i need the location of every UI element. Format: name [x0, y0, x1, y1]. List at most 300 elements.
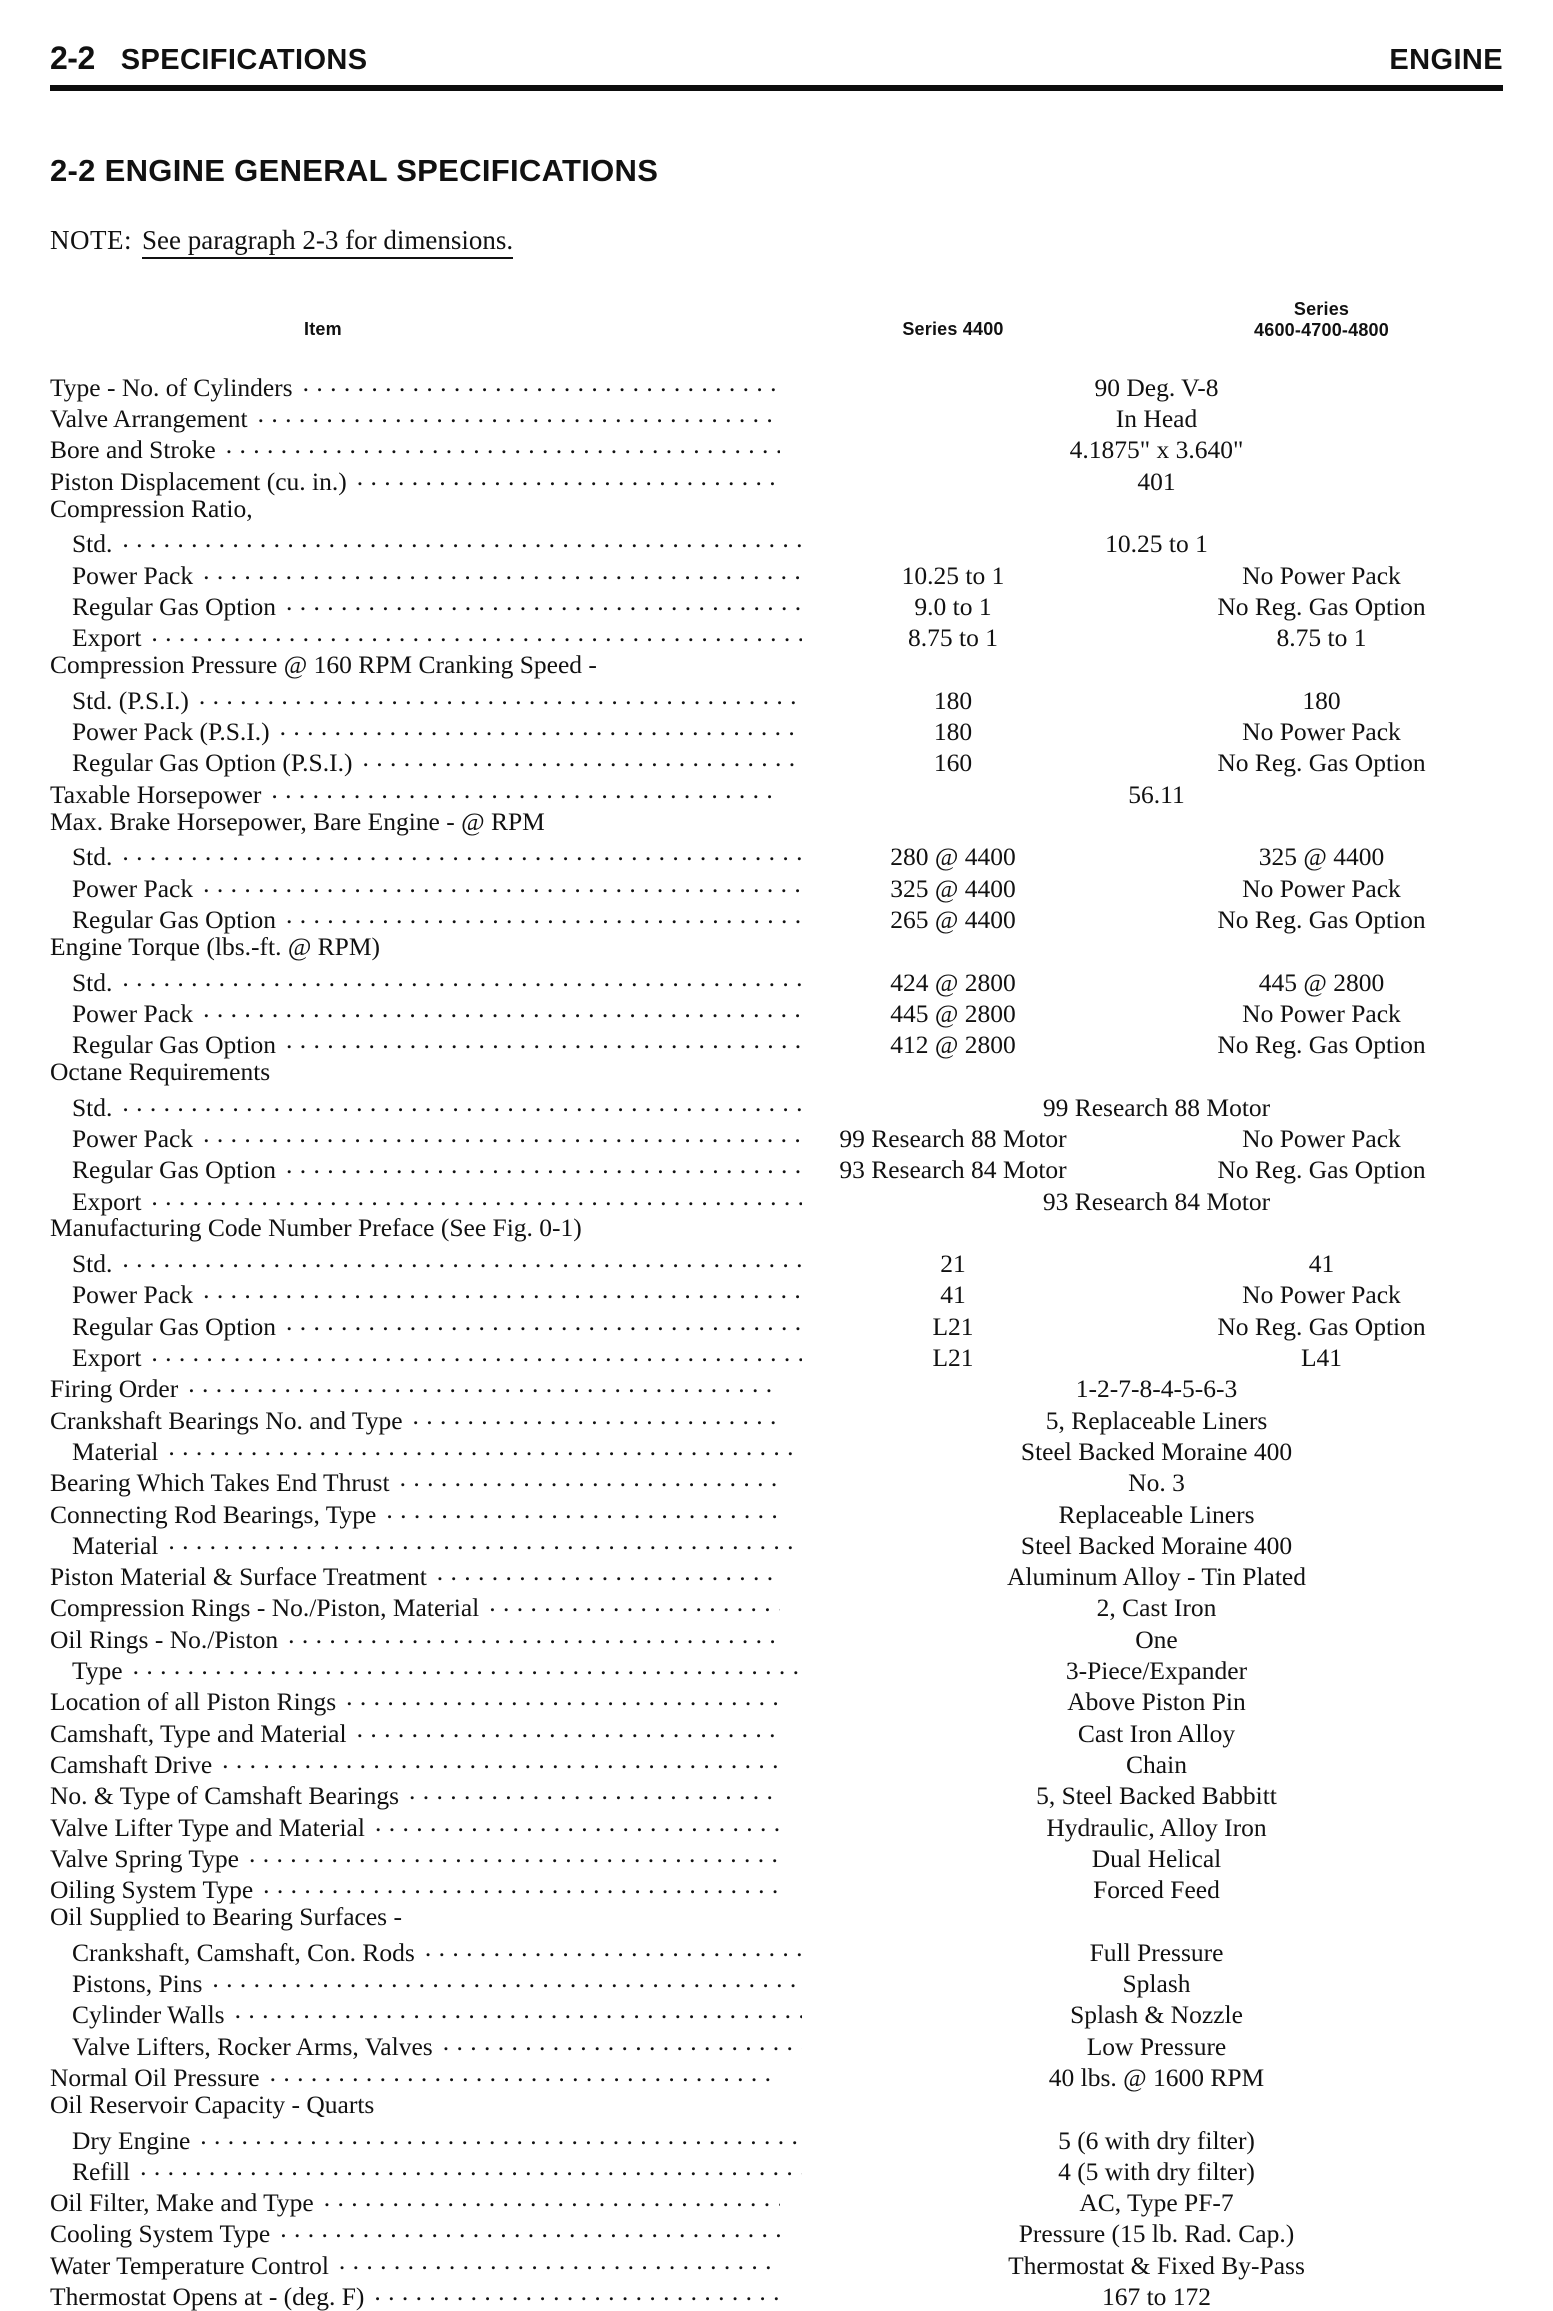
spec-item	[50, 902, 810, 932]
table-row	[28, 777, 1525, 808]
column-header-series-4400: Series 4400	[902, 319, 1004, 340]
spec-item-cell	[28, 2248, 788, 2279]
table-row	[28, 840, 1525, 871]
dot-leader	[151, 621, 802, 647]
dot-leader	[122, 840, 802, 866]
spec-item	[50, 1810, 788, 1840]
spec-item	[50, 1122, 810, 1152]
dot-leader	[168, 1528, 802, 1554]
value-both-series: Full Pressure	[1089, 1937, 1224, 1967]
spec-item-cell	[28, 2217, 788, 2248]
spec-item-label: Camshaft, Type and Material	[50, 1718, 347, 1748]
table-row	[28, 370, 1525, 401]
table-row	[28, 2029, 1525, 2060]
spec-item-cell	[28, 1967, 788, 1998]
value-both-series: 5, Steel Backed Babbitt	[1036, 1781, 1277, 1811]
value-both-series: 401	[1137, 466, 1176, 496]
spec-item-label: Power Pack	[72, 1280, 194, 1310]
spec-item-label: Power Pack	[72, 560, 194, 590]
value-both-series: Above Piston Pin	[1067, 1687, 1246, 1717]
spec-item-cell	[28, 589, 788, 620]
value-series-4600-4700-4800: 180	[1302, 685, 1341, 715]
spec-item	[50, 1341, 810, 1371]
value-series-4600-4700-4800: 41	[1308, 1249, 1335, 1279]
dot-leader	[151, 1184, 802, 1210]
table-row	[28, 1685, 1525, 1716]
value-both-series	[788, 2092, 1525, 2123]
spec-item-label: Material	[72, 1530, 159, 1560]
spec-item	[50, 1028, 810, 1058]
spec-item-cell	[28, 433, 788, 464]
dot-leader	[203, 996, 802, 1022]
spec-item	[50, 1998, 810, 2028]
table-row	[28, 1434, 1525, 1465]
dot-leader	[258, 402, 780, 428]
table-row	[28, 1309, 1525, 1340]
spec-item-label: Export	[72, 623, 142, 653]
spec-item-label: Std. (P.S.I.)	[72, 685, 189, 715]
spec-item	[50, 1056, 788, 1086]
value-both-series: Replaceable Liners	[1058, 1499, 1255, 1529]
spec-item-cell	[28, 621, 788, 652]
table-row	[28, 1341, 1525, 1372]
spec-item-label: Export	[72, 1343, 142, 1373]
table-row	[28, 1528, 1525, 1559]
dot-leader	[286, 589, 802, 615]
spec-item-cell	[28, 527, 788, 558]
value-both-series: Chain	[1126, 1749, 1187, 1779]
table-row	[28, 934, 1525, 965]
spec-item-cell	[28, 1873, 788, 1904]
value-series-4400: 41	[940, 1280, 966, 1310]
spec-item-label: Piston Material & Surface Treatment	[50, 1562, 427, 1592]
value-both-series: Steel Backed Moraine 400	[1020, 1436, 1293, 1466]
value-series-4400: L21	[932, 1311, 974, 1341]
value-both-series: 5 (6 with dry filter)	[1058, 2125, 1255, 2155]
spec-item-label: Std.	[72, 1249, 113, 1279]
dot-leader	[357, 464, 780, 490]
spec-item-label: Regular Gas Option	[72, 904, 276, 934]
spec-item-cell	[28, 1591, 788, 1622]
dot-leader	[203, 1122, 802, 1148]
table-row	[28, 496, 1525, 527]
value-both-series: 40 lbs. @ 1600 RPM	[1048, 2062, 1265, 2092]
spec-item-label: Bore and Stroke	[50, 435, 216, 465]
table-row	[28, 402, 1525, 433]
dot-leader	[425, 1935, 802, 1961]
dot-leader	[133, 1654, 802, 1680]
dot-leader	[437, 1560, 780, 1586]
spec-item-label: Power Pack (P.S.I.)	[72, 717, 270, 747]
spec-item-label: Taxable Horsepower	[50, 779, 262, 809]
spec-item-cell	[28, 558, 788, 589]
value-both-series: Aluminum Alloy - Tin Plated	[1007, 1562, 1306, 1592]
spec-item	[50, 965, 810, 995]
dot-leader	[339, 2248, 780, 2274]
spec-item-cell	[28, 1341, 788, 1372]
dot-leader	[489, 1591, 780, 1617]
spec-item-cell	[28, 1841, 788, 1872]
dot-leader	[362, 746, 802, 772]
spec-item-label: Normal Oil Pressure	[50, 2062, 260, 2092]
spec-item-label: Cooling System Type	[50, 2219, 271, 2249]
dot-leader	[226, 433, 780, 459]
dot-leader	[409, 1779, 780, 1805]
dot-leader	[199, 683, 802, 709]
table-row	[28, 809, 1525, 840]
dot-leader	[280, 715, 802, 741]
dot-leader	[374, 2279, 780, 2305]
table-row	[28, 1466, 1525, 1497]
table-row	[28, 1935, 1525, 1966]
dot-leader	[286, 1309, 802, 1335]
table-row	[28, 1278, 1525, 1309]
value-series-4600-4700-4800: No Reg. Gas Option	[1217, 1155, 1426, 1185]
value-series-4600-4700-4800: No Power Pack	[1242, 1280, 1401, 1310]
column-header-item: Item	[304, 319, 342, 340]
spec-item	[50, 1967, 810, 1997]
spec-item	[50, 715, 810, 745]
spec-item-label: Material	[72, 1436, 159, 1466]
spec-item-label: Power Pack	[72, 873, 194, 903]
dot-leader	[235, 1998, 802, 2024]
spec-item-cell	[28, 683, 788, 714]
table-row	[28, 652, 1525, 683]
value-both-series: Hydraulic, Alloy Iron	[1046, 1812, 1267, 1842]
table-row	[28, 1497, 1525, 1528]
dot-leader	[212, 1967, 802, 1993]
spec-item-cell	[28, 1779, 788, 1810]
value-both-series: Thermostat & Fixed By-Pass	[1008, 2250, 1305, 2280]
value-series-4600-4700-4800: No Power Pack	[1242, 873, 1401, 903]
spec-item-label: Engine Torque (lbs.-ft. @ RPM)	[50, 931, 381, 961]
table-row	[28, 464, 1525, 495]
value-both-series: 90 Deg. V-8	[1094, 372, 1219, 402]
spec-item	[50, 1747, 788, 1777]
dot-leader	[151, 1341, 802, 1367]
table-row	[28, 2123, 1525, 2154]
dot-leader	[413, 1403, 780, 1429]
table-body	[28, 370, 1525, 2310]
dot-leader	[122, 527, 802, 553]
spec-item-label: No. & Type of Camshaft Bearings	[50, 1781, 400, 1811]
spec-item	[50, 2089, 788, 2119]
system-title: ENGINE	[1389, 44, 1503, 76]
spec-item-label: Location of all Piston Rings	[50, 1687, 337, 1717]
dot-leader	[288, 1622, 780, 1648]
spec-item-label: Pistons, Pins	[72, 1969, 203, 1999]
spec-item-label: Regular Gas Option	[72, 1311, 276, 1341]
table-row	[28, 1028, 1525, 1059]
spec-item-label: Camshaft Drive	[50, 1749, 213, 1779]
value-both-series: Pressure (15 lb. Rad. Cap.)	[1018, 2219, 1295, 2249]
spec-item-label: Regular Gas Option	[72, 1155, 276, 1185]
value-series-4400: 424 @ 2800	[890, 967, 1016, 997]
chapter-title: SPECIFICATIONS	[120, 44, 368, 76]
spec-item-cell	[28, 746, 788, 777]
spec-item	[50, 1716, 788, 1746]
dot-leader	[286, 1153, 802, 1179]
value-both-series: 3-Piece/Expander	[1065, 1656, 1248, 1686]
dot-leader	[286, 902, 802, 928]
dot-leader	[222, 1747, 780, 1773]
dot-leader	[324, 2186, 780, 2212]
spec-item	[50, 1654, 810, 1684]
table-row	[28, 2060, 1525, 2091]
spec-item-label: Thermostat Opens at - (deg. F)	[50, 2281, 365, 2311]
dot-leader	[122, 1090, 802, 1116]
spec-item	[50, 2186, 788, 2216]
spec-item	[50, 402, 788, 432]
spec-item-cell	[28, 931, 788, 965]
spec-item	[50, 652, 788, 678]
spec-item-label: Regular Gas Option (P.S.I.)	[72, 748, 353, 778]
spec-item	[50, 1434, 810, 1464]
table-row	[28, 1998, 1525, 2029]
spec-item-label: Water Temperature Control	[50, 2250, 329, 2280]
table-row	[28, 621, 1525, 652]
spec-item-label: Valve Spring Type	[50, 1843, 239, 1873]
spec-item-label: Valve Lifter Type and Material	[50, 1812, 365, 1842]
spec-item-cell	[28, 1309, 788, 1340]
spec-item	[50, 1403, 788, 1433]
table-row	[28, 2154, 1525, 2185]
spec-item	[50, 558, 810, 588]
table-row	[28, 746, 1525, 777]
spec-item-cell	[28, 1998, 788, 2029]
value-series-4400: 21	[940, 1249, 966, 1279]
spec-item-cell	[28, 493, 788, 527]
dot-leader	[286, 1028, 802, 1054]
spec-item-cell	[28, 1056, 788, 1090]
value-series-4600-4700-4800: No Power Pack	[1242, 1124, 1401, 1153]
value-both-series: 167 to 172	[1101, 2281, 1212, 2311]
spec-item-cell	[28, 1528, 788, 1559]
value-both-series: Dual Helical	[1091, 1843, 1222, 1873]
table-row	[28, 871, 1525, 902]
spec-item	[50, 1841, 788, 1871]
spec-item-label: Compression Ratio,	[50, 493, 253, 523]
table-row	[28, 1122, 1525, 1153]
dot-leader	[203, 558, 802, 584]
spec-item-label: Export	[72, 1186, 142, 1216]
spec-item-cell	[28, 1215, 788, 1246]
table-row	[28, 965, 1525, 996]
value-both-series: No. 3	[1128, 1468, 1185, 1498]
spec-item	[50, 777, 788, 807]
spec-item-label: Std.	[72, 529, 113, 559]
dot-leader	[249, 1841, 780, 1867]
spec-item	[50, 1215, 788, 1241]
spec-item-cell	[28, 1622, 788, 1653]
spec-item	[50, 840, 810, 870]
dot-leader	[263, 1873, 780, 1899]
dot-leader	[188, 1372, 780, 1398]
dot-leader	[122, 1247, 802, 1273]
table-row	[28, 1654, 1525, 1685]
spec-item-label: Crankshaft Bearings No. and Type	[50, 1405, 403, 1435]
spec-item-label: Refill	[72, 2156, 131, 2186]
table-row	[28, 1873, 1525, 1904]
dot-leader	[140, 2154, 802, 2180]
spec-item-cell	[28, 1654, 788, 1685]
spec-item	[50, 996, 810, 1026]
spec-item-label: Oil Rings - No./Piston	[50, 1624, 279, 1654]
value-both-series: 2, Cast Iron	[1096, 1593, 1217, 1623]
table-row	[28, 1090, 1525, 1121]
spec-item-cell	[28, 871, 788, 902]
spec-item-label: Regular Gas Option	[72, 591, 276, 621]
spec-item	[50, 1153, 810, 1183]
spec-item	[50, 589, 810, 619]
dot-leader	[122, 965, 802, 991]
value-both-series: Splash	[1122, 1969, 1191, 1999]
value-series-4600-4700-4800: No Reg. Gas Option	[1217, 748, 1426, 778]
spec-item-label: Power Pack	[72, 998, 194, 1028]
spec-item	[50, 871, 810, 901]
spec-item	[50, 433, 788, 463]
table-row	[28, 1403, 1525, 1434]
spec-item	[50, 621, 810, 651]
spec-item	[50, 527, 810, 557]
spec-item-cell	[28, 996, 788, 1027]
spec-item-label: Type - No. of Cylinders	[50, 372, 293, 402]
spec-item-label: Std.	[72, 842, 113, 872]
value-both-series: 99 Research 88 Motor	[1042, 1092, 1271, 1122]
spec-item-label: Crankshaft, Camshaft, Con. Rods	[72, 1937, 415, 1967]
value-both-series: 93 Research 84 Motor	[1042, 1186, 1271, 1216]
section-title: 2-2 ENGINE GENERAL SPECIFICATIONS	[50, 153, 659, 188]
value-series-4600-4700-4800: No Power Pack	[1242, 560, 1401, 590]
spec-item	[50, 2154, 810, 2184]
spec-item-label: Firing Order	[50, 1374, 179, 1404]
spec-item-label: Compression Pressure @ 160 RPM Cranking Speed -	[50, 650, 597, 680]
table-row	[28, 2092, 1525, 2123]
spec-item-label: Valve Arrangement	[50, 404, 248, 434]
spec-item	[50, 493, 788, 523]
value-series-4400: 325 @ 4400	[890, 873, 1016, 903]
spec-item-cell	[28, 1184, 788, 1215]
value-series-4400: 10.25 to 1	[901, 560, 1005, 590]
table-row	[28, 1059, 1525, 1090]
spec-item-label: Std.	[72, 1092, 113, 1122]
spec-item-label: Octane Requirements	[50, 1056, 271, 1086]
spec-item	[50, 1184, 810, 1214]
spec-item	[50, 370, 788, 400]
spec-item-cell	[28, 2060, 788, 2091]
spec-item-cell	[28, 1560, 788, 1591]
value-both-series	[788, 1904, 1525, 1935]
spec-item-label: Compression Rings - No./Piston, Material	[50, 1593, 480, 1623]
value-series-4600-4700-4800: No Reg. Gas Option	[1217, 1030, 1426, 1060]
spec-item	[50, 1685, 788, 1715]
spec-item-cell	[28, 402, 788, 433]
spec-item-cell	[28, 2123, 788, 2154]
value-series-4400: 160	[933, 748, 973, 778]
table-row	[28, 1153, 1525, 1184]
table-row	[28, 683, 1525, 714]
spec-item	[50, 1528, 810, 1558]
value-both-series: 4.1875" x 3.640"	[1069, 435, 1244, 465]
spec-item-cell	[28, 2186, 788, 2217]
spec-item-cell	[28, 2029, 788, 2060]
column-header-series-line2: 4600-4700-4800	[1254, 319, 1389, 340]
value-series-4600-4700-4800: No Reg. Gas Option	[1217, 1311, 1426, 1341]
table-row	[28, 996, 1525, 1027]
dot-leader	[200, 2123, 802, 2149]
spec-item-cell	[28, 1028, 788, 1059]
spec-item-label: Valve Lifters, Rocker Arms, Valves	[72, 2031, 433, 2061]
spec-item	[50, 1622, 788, 1652]
value-series-4600-4700-4800: 325 @ 4400	[1258, 842, 1385, 872]
table-row	[28, 1967, 1525, 1998]
table-row	[28, 1904, 1525, 1935]
table-row	[28, 1779, 1525, 1810]
spec-item-cell	[28, 2089, 788, 2123]
spec-item	[50, 931, 788, 961]
value-series-4400: 8.75 to 1	[908, 623, 998, 653]
spec-item	[50, 1278, 810, 1308]
dot-leader	[203, 1278, 802, 1304]
column-header-series-line1: Series	[1293, 299, 1350, 319]
spec-item-cell	[28, 1685, 788, 1716]
value-series-4400: 445 @ 2800	[890, 998, 1016, 1028]
note-label: NOTE:	[50, 225, 132, 255]
table-row	[28, 589, 1525, 620]
note	[50, 225, 1525, 259]
spec-item-label: Std.	[72, 967, 113, 997]
spec-item-cell	[28, 715, 788, 746]
spec-item	[50, 683, 810, 713]
value-both-series: One	[1135, 1624, 1178, 1654]
spec-item-cell	[28, 1247, 788, 1278]
spec-item-cell	[28, 1935, 788, 1966]
spec-item-cell	[28, 1901, 788, 1935]
spec-item-cell	[28, 2279, 788, 2310]
table-row	[28, 1247, 1525, 1278]
spec-item-label: Piston Displacement (cu. in.)	[50, 466, 347, 496]
dot-leader	[386, 1497, 780, 1523]
spec-item-cell	[28, 652, 788, 683]
value-both-series: 1-2-7-8-4-5-6-3	[1075, 1374, 1238, 1404]
spec-item-label: Oiling System Type	[50, 1875, 254, 1905]
value-both-series: AC, Type PF-7	[1079, 2188, 1234, 2218]
value-series-4400: 265 @ 4400	[890, 904, 1016, 934]
table-row	[28, 1810, 1525, 1841]
spec-item-label: Max. Brake Horsepower, Bare Engine - @ RPM	[50, 806, 545, 836]
table-row	[28, 2279, 1525, 2310]
spec-item-label: Connecting Rod Bearings, Type	[50, 1499, 377, 1529]
spec-item-cell	[28, 1122, 788, 1153]
running-head-left	[50, 40, 368, 77]
dot-leader	[270, 2060, 780, 2086]
table-row	[28, 1747, 1525, 1778]
note-text: See paragraph 2-3 for dimensions.	[142, 225, 513, 259]
table-head	[28, 299, 1525, 370]
spec-item-cell	[28, 806, 788, 840]
spec-item	[50, 464, 788, 494]
table-row	[28, 1215, 1525, 1246]
value-series-4600-4700-4800: 8.75 to 1	[1276, 623, 1367, 653]
table-row	[28, 715, 1525, 746]
spec-item-cell	[28, 1810, 788, 1841]
value-both-series	[788, 1215, 1525, 1246]
spec-item	[50, 1466, 788, 1496]
value-series-4400: 99 Research 88 Motor	[839, 1124, 1067, 1153]
dot-leader	[271, 777, 780, 803]
spec-item	[50, 2123, 810, 2153]
spec-item-cell	[28, 1372, 788, 1403]
